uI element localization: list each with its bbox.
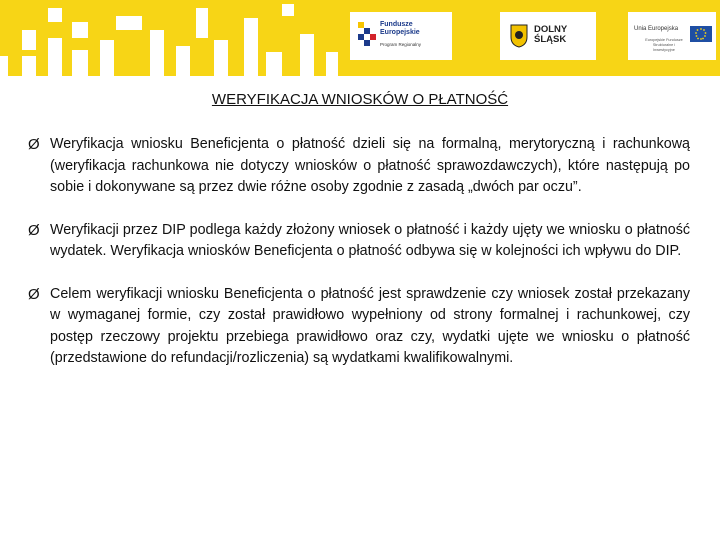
arrow-bullet-icon: Ø <box>28 136 40 153</box>
page-title: WERYFIKACJA WNIOSKÓW O PŁATNOŚĆ <box>211 91 509 108</box>
eu-flag-icon <box>690 26 712 42</box>
fe-star-icon <box>358 22 376 46</box>
fe-line1: Fundusze <box>380 21 413 28</box>
ds-line1: DOLNY <box>534 24 568 35</box>
arrow-bullet-icon: Ø <box>28 285 40 303</box>
bullet-text: Celem weryfikacji wniosku Beneficjenta o płatność jest sprawdzenie czy wniosek został przekazany w wymaganej formie, czy został prawidłowo wypełniony od strony formalnej i rachunkowej, czy postęp rzeczowy projektu przebiega prawidłowo oraz czy, wydatki ujęte we wniosku o płatność (przedstawione do refundacji/rozliczenia) są wydatkami kwalifikowalnymi. <box>50 285 690 366</box>
fe-subtitle: Program Regionalny <box>380 42 422 47</box>
fundusze-europejskie-logo <box>350 12 452 60</box>
bullet-text: Weryfikacja wniosku Beneficjenta o płatność dzieli się na formalną, merytoryczną i rachunkową (weryfikacja rachunkowa nie dotyczy wniosków o płatność sprawozdawczych), które następują po sobie i dokonywane są przez dwie różne osoby zgodnie z zasadą „dwóch par oczu”. <box>50 136 690 195</box>
list-item <box>28 134 690 199</box>
fe-line2: Europejskie <box>380 29 420 36</box>
ue-title: Unia Europejska <box>634 26 679 32</box>
crest-icon <box>510 24 528 48</box>
ue-subtitle: Europejskie Fundusze Strukturalne i Inwestycyjne <box>645 38 683 52</box>
unia-europejska-logo <box>628 12 716 60</box>
bullet-list <box>28 134 690 391</box>
bullet-text: Weryfikacji przez DIP podlega każdy złożony wniosek o płatność i każdy ujęty we wniosku o płatność wydatek. Weryfikacja wniosków Beneficjenta o płatność odbywa się w kolejności ich wpływu do DIP. <box>50 221 690 259</box>
dolny-slask-logo <box>500 12 596 60</box>
decorative-pattern <box>0 0 360 76</box>
header-banner <box>0 0 720 76</box>
ds-line2: ŚLĄSK <box>534 34 567 45</box>
list-item <box>28 220 690 263</box>
list-item <box>28 284 690 370</box>
arrow-bullet-icon: Ø <box>28 221 40 239</box>
